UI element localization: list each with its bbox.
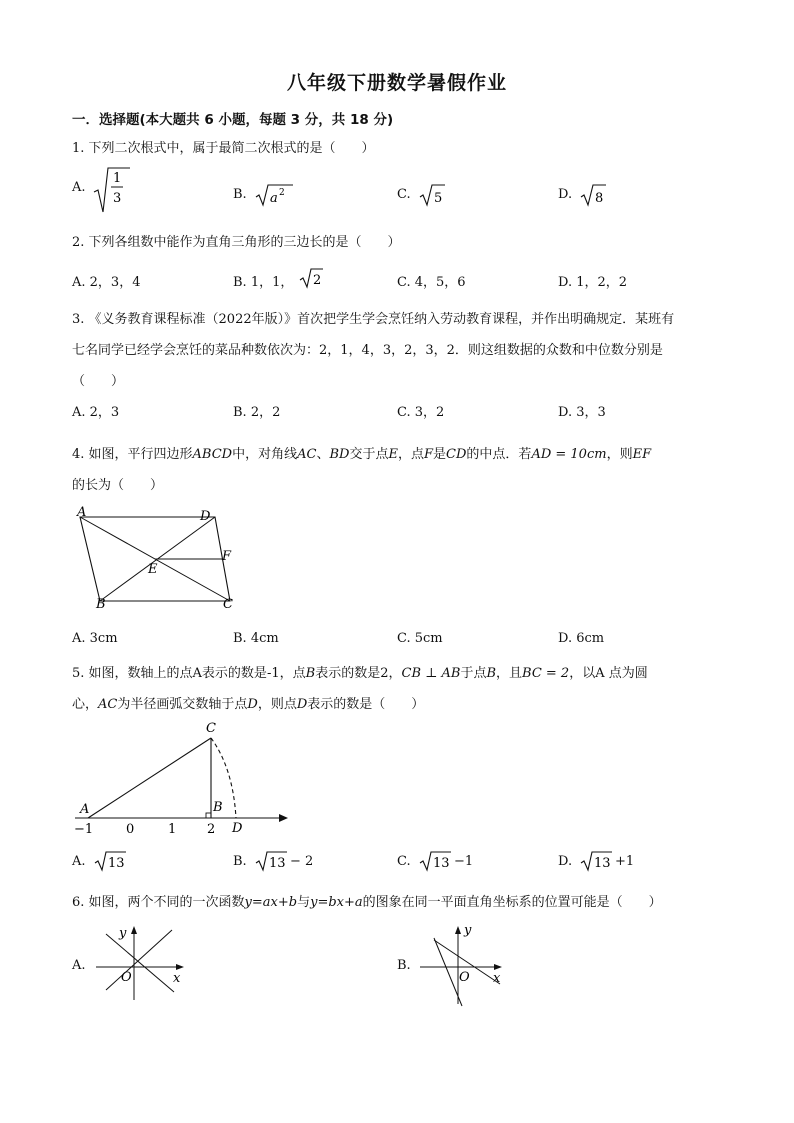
label-d: D [200, 509, 211, 524]
q5-option-c: C. 13 −1 [397, 854, 411, 869]
sqrt-fraction-icon [92, 166, 132, 214]
q5-option-a: A. 13 [72, 854, 86, 869]
svg-text:2: 2 [279, 188, 285, 198]
q1-option-a: A. 1 3 [72, 180, 86, 195]
q6-option-a-graph [92, 920, 192, 1005]
svg-text:13: 13 [108, 856, 125, 871]
question-1-text: 1. 下列二次根式中，属于最简二次根式的是（ ） [72, 141, 375, 156]
label-b: B [96, 597, 106, 612]
sqrt-icon [94, 850, 128, 872]
q3-option-b: B. 2，2 [233, 405, 281, 420]
question-4-line1: 4. 如图，平行四边形ABCD中，对角线AC、BD交于点E，点F是CD的中点．若AD = 10cm，则EF [72, 447, 652, 462]
label-d: D [232, 821, 243, 836]
question-5-line1: 5. 如图，数轴上的点A表示的数是-1，点B表示的数是2，CB ⊥ AB于点B，且BC = 2，以A 点为圆 [72, 666, 648, 681]
label-a: A [77, 505, 87, 520]
q4-option-b: B. 4cm [233, 631, 279, 646]
svg-text:13: 13 [433, 856, 450, 871]
q5-option-b: B. 13 − 2 [233, 854, 247, 869]
label-e: E [148, 562, 158, 577]
question-3-line2: 七名同学已经学会烹饪的菜品种数依次为：2，1，4，3，2，3，2．则这组数据的众数和中位数分别是 [72, 343, 663, 358]
svg-text:1: 1 [113, 171, 122, 186]
svg-text:13: 13 [269, 856, 286, 871]
sqrt-icon [299, 267, 327, 289]
section-heading: 一．选择题(本大题共 6 小题，每题 3 分，共 18 分) [72, 112, 394, 128]
tick-1: 1 [168, 822, 177, 837]
label-c: C [223, 597, 233, 612]
axis-y-label: y [464, 923, 472, 938]
question-3-line3: （ ） [72, 374, 125, 389]
question-3-line1: 3. 《义务教育课程标准（2022年版）》首次把学生学会烹饪纳入劳动教育课程，并作出明确规定．某班有 [72, 312, 675, 327]
label-b: B [213, 800, 223, 815]
q4-option-c: C. 5cm [397, 631, 443, 646]
q6-option-b-graph [414, 920, 514, 1010]
label-c: C [206, 721, 216, 736]
number-line-figure [70, 718, 300, 840]
axis-x-label: x [493, 971, 501, 986]
label-f: F [222, 549, 232, 564]
sqrt-icon [255, 183, 295, 207]
q6-option-a-label: A. [72, 958, 86, 973]
q3-option-d: D. 3，3 [558, 405, 606, 420]
q1-option-c: C. 5 [397, 187, 411, 202]
q2-option-b: B. 1，1， 2 [233, 271, 293, 290]
svg-text:2: 2 [313, 273, 322, 288]
question-2-text: 2. 下列各组数中能作为直角三角形的三边长的是（ ） [72, 235, 401, 250]
sqrt-icon [419, 183, 449, 207]
svg-text:3: 3 [113, 191, 122, 206]
q6-option-b-label: B. [397, 958, 411, 973]
origin-label: O [459, 970, 470, 985]
tick-0: 0 [126, 822, 135, 837]
q2-option-d: D. 1，2，2 [558, 275, 628, 290]
sqrt-icon [255, 850, 289, 872]
q4-option-d: D. 6cm [558, 631, 605, 646]
tick-2: 2 [207, 822, 216, 837]
axis-x-label: x [173, 971, 181, 986]
q2-option-a: A. 2，3，4 [72, 275, 141, 290]
question-4-line2: 的长为（ ） [72, 478, 164, 493]
q1-option-b: B. a 2 [233, 187, 247, 202]
question-5-line2: 心，AC为半径画弧交数轴于点D，则点D表示的数是（ ） [72, 697, 425, 712]
q4-option-a: A. 3cm [72, 631, 118, 646]
origin-label: O [121, 970, 132, 985]
q3-option-c: C. 3，2 [397, 405, 445, 420]
q5-option-d: D. 13 +1 [558, 854, 572, 869]
label-a: A [80, 802, 90, 817]
svg-text:13: 13 [594, 856, 611, 871]
tick-neg1: −1 [74, 822, 94, 837]
q1-option-d: D. 8 [558, 187, 572, 202]
sqrt-icon [419, 850, 453, 872]
svg-text:a: a [270, 191, 278, 206]
svg-text:8: 8 [595, 191, 604, 206]
sqrt-icon [580, 183, 610, 207]
svg-text:5: 5 [434, 191, 443, 206]
parallelogram-figure [70, 505, 250, 615]
q3-option-a: A. 2，3 [72, 405, 120, 420]
question-6-text: 6. 如图，两个不同的一次函数y=ax+b与y=bx+a的图象在同一平面直角坐标系的位置可能是（ ） [72, 895, 662, 910]
page-title: 八年级下册数学暑假作业 [286, 72, 507, 94]
sqrt-icon [580, 850, 614, 872]
q2-option-c: C. 4，5，6 [397, 275, 466, 290]
axis-y-label: y [119, 926, 127, 941]
